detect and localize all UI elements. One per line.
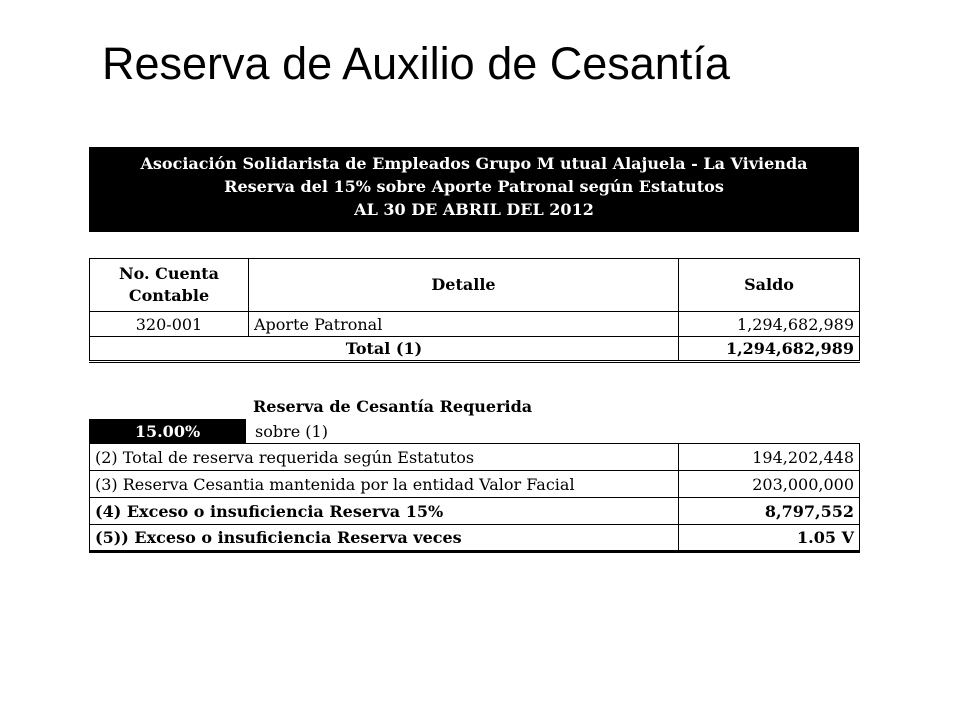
header-detail: Detalle: [249, 259, 679, 312]
row-label: (4) Exceso o insuficiencia Reserva 15%: [90, 498, 679, 525]
table-row: [90, 444, 860, 471]
table-header-row: [90, 259, 860, 312]
banner-organization: Asociación Solidarista de Empleados Grupo M utual Alajuela - La Vivienda: [140, 154, 808, 173]
total-balance: 1,294,682,989: [679, 337, 860, 362]
row-value: 8,797,552: [679, 498, 860, 525]
row-value: 203,000,000: [679, 471, 860, 498]
table-row: [90, 471, 860, 498]
table-row: [90, 525, 860, 552]
total-row: [90, 337, 860, 362]
row-label: (5)) Exceso o insuficiencia Reserva veces: [90, 525, 679, 552]
reserve-percent-badge: 15.00%: [89, 419, 246, 443]
reserve-table: [89, 443, 860, 553]
row-label: (3) Reserva Cesantia mantenida por la entidad Valor Facial: [90, 471, 679, 498]
report-header-banner: [89, 147, 859, 232]
reserve-section-subtitle: sobre (1): [255, 422, 328, 441]
row-value: 194,202,448: [679, 444, 860, 471]
account-balance-table: [89, 258, 860, 363]
row-value: 1.05 V: [679, 525, 860, 552]
slide-title: Reserva de Auxilio de Cesantía: [102, 38, 730, 89]
table-row: [90, 498, 860, 525]
account-balance: 1,294,682,989: [679, 312, 860, 337]
reserve-section-title: Reserva de Cesantía Requerida: [253, 397, 533, 416]
table-row: [90, 312, 860, 337]
row-label: (2) Total de reserva requerida según Estatutos: [90, 444, 679, 471]
banner-subject: Reserva del 15% sobre Aporte Patronal según Estatutos: [224, 177, 724, 196]
header-account: No. Cuenta Contable: [90, 259, 249, 312]
total-label: Total (1): [90, 337, 679, 362]
header-balance: Saldo: [679, 259, 860, 312]
banner-date: AL 30 DE ABRIL DEL 2012: [354, 200, 594, 219]
account-detail: Aporte Patronal: [249, 312, 679, 337]
account-number: 320-001: [90, 312, 249, 337]
